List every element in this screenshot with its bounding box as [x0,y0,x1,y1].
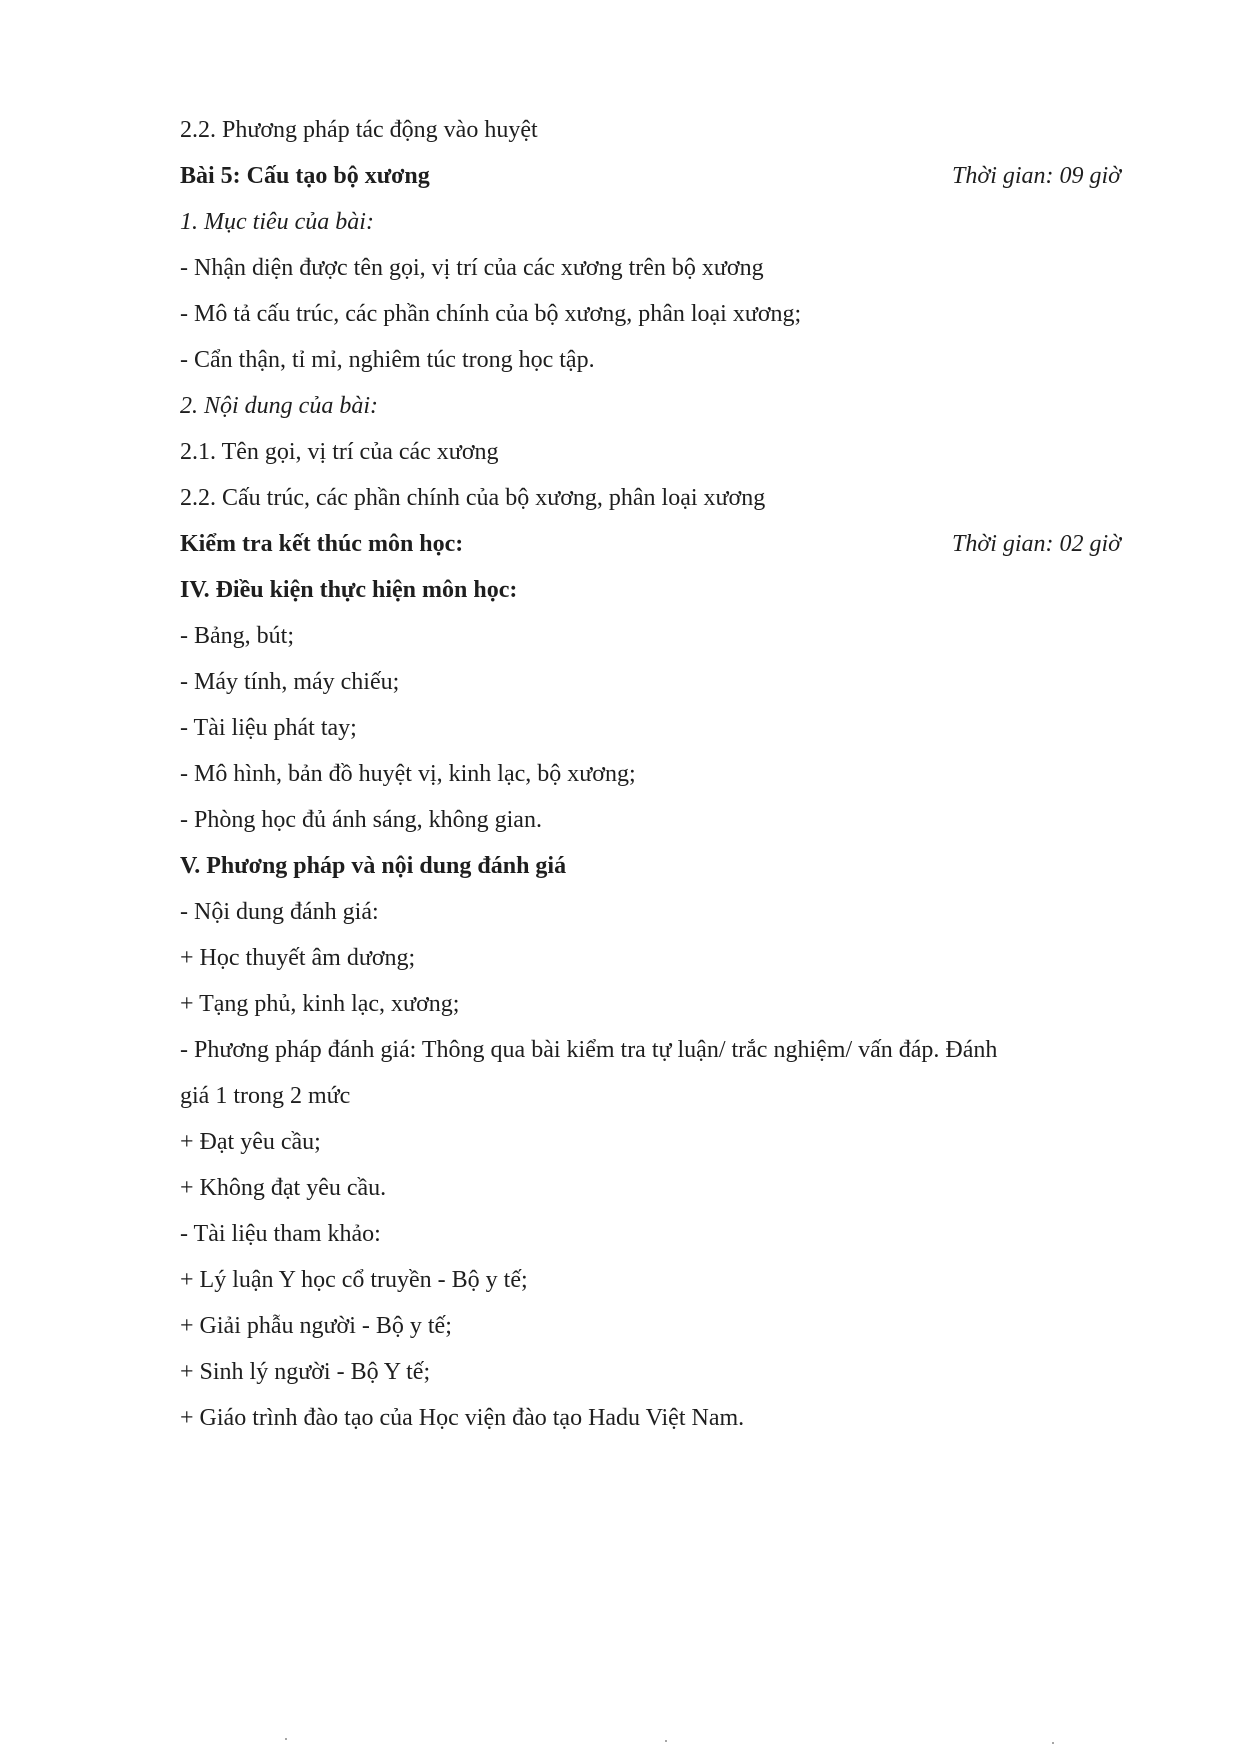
scan-speck [1052,1742,1054,1744]
evaluation-item: - Phương pháp đánh giá: Thông qua bài kiểm tra tự luận/ trắc nghiệm/ vấn đáp. Đánh [180,1037,998,1063]
heading-method: 2.2. Phương pháp tác động vào huyệt [180,117,538,143]
reference-item: + Lý luận Y học cổ truyền - Bộ y tế; [180,1267,528,1293]
lesson-objectives-heading: 1. Mục tiêu của bài: [180,209,374,235]
final-exam-title: Kiểm tra kết thúc môn học: [180,531,464,557]
evaluation-item: - Nội dung đánh giá: [180,899,379,925]
scan-speck [665,1740,667,1742]
final-exam-time: Thời gian: 02 giờ [952,531,1121,557]
condition-item: - Mô hình, bản đồ huyệt vị, kinh lạc, bộ xương; [180,761,636,787]
lesson-5-title: Bài 5: Cấu tạo bộ xương [180,163,430,189]
evaluation-item: + Không đạt yêu cầu. [180,1175,387,1201]
section-iv-heading: IV. Điều kiện thực hiện môn học: [180,577,518,603]
lesson-content-heading: 2. Nội dung của bài: [180,393,378,419]
condition-item: - Bảng, bút; [180,623,294,649]
evaluation-item: + Tạng phủ, kinh lạc, xương; [180,991,460,1017]
condition-item: - Phòng học đủ ánh sáng, không gian. [180,807,542,833]
reference-item: + Giáo trình đào tạo của Học viện đào tạo Hadu Việt Nam. [180,1405,745,1431]
lesson-5-time: Thời gian: 09 giờ [952,163,1121,189]
reference-item: + Giải phẫu người - Bộ y tế; [180,1313,452,1339]
section-v-heading: V. Phương pháp và nội dung đánh giá [180,853,567,879]
scan-speck [285,1738,287,1740]
evaluation-item: + Học thuyết âm dương; [180,945,416,971]
objective-item: - Nhận diện được tên gọi, vị trí của các xương trên bộ xương [180,255,764,281]
reference-item: + Sinh lý người - Bộ Y tế; [180,1359,431,1385]
condition-item: - Tài liệu phát tay; [180,715,357,741]
objective-item: - Mô tả cấu trúc, các phần chính của bộ xương, phân loại xương; [180,301,802,327]
references-heading: - Tài liệu tham khảo: [180,1221,381,1247]
content-item: 2.1. Tên gọi, vị trí của các xương [180,439,499,465]
content-item: 2.2. Cấu trúc, các phần chính của bộ xương, phân loại xương [180,485,766,511]
evaluation-item: giá 1 trong 2 mức [180,1083,351,1109]
condition-item: - Máy tính, máy chiếu; [180,669,400,695]
objective-item: - Cẩn thận, tỉ mỉ, nghiêm túc trong học tập. [180,347,595,373]
evaluation-item: + Đạt yêu cầu; [180,1129,321,1155]
